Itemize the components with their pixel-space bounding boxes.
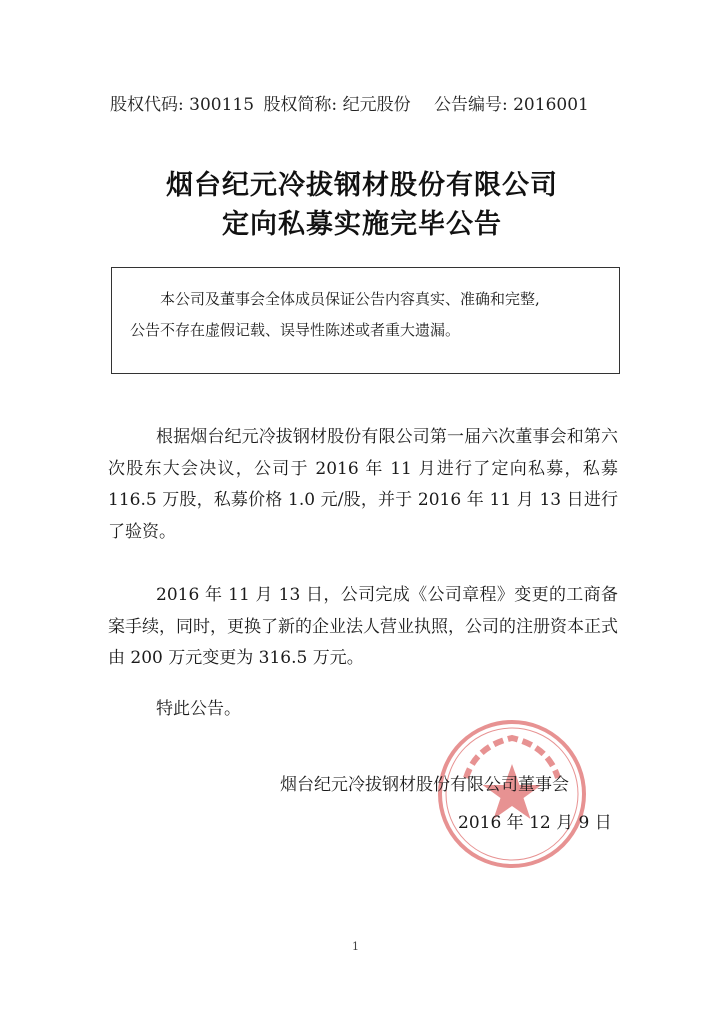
notice-number: 公告编号: 2016001 — [433, 95, 589, 115]
disclaimer-box — [111, 267, 620, 374]
company-title: 烟台纪元冷拔钢材股份有限公司 — [166, 170, 558, 201]
body-paragraph-1 — [108, 422, 618, 548]
disclaimer-line-1: 本公司及董事会全体成员保证公告内容真实、准确和完整, — [160, 290, 540, 308]
signatory: 烟台纪元冷拔钢材股份有限公司董事会 — [280, 775, 569, 795]
disclaimer-line-2: 公告不存在虚假记载、误导性陈述或者重大遗漏。 — [130, 321, 461, 339]
stock-abbreviation: 股权简称: 纪元股份 — [263, 95, 411, 115]
paragraph-text: 2016 年 11 月 13 日，公司完成《公司章程》变更的工商备案手续，同时，更换了新的企业法人营业执照，公司的注册资本正式由 200 万元变更为 316.5 万元。 — [108, 585, 618, 668]
announcement-header — [110, 90, 630, 115]
stock-code: 股权代码: 300115 — [110, 95, 255, 115]
signature-date: 2016 年 12 月 9 日 — [458, 813, 612, 833]
page-number: 1 — [352, 940, 359, 953]
closing-text: 特此公告。 — [156, 699, 241, 719]
paragraph-text: 根据烟台纪元冷拔钢材股份有限公司第一届六次董事会和第六次股东大会决议，公司于 2016 年 11 月进行了定向私募，私募 116.5 万股，私募价格 1.0 元/股，并于 2016 年 11 月 13 日进行了验资。 — [108, 427, 618, 542]
announcement-title: 定向私募实施完毕公告 — [222, 209, 502, 240]
body-paragraph-2 — [108, 580, 618, 675]
